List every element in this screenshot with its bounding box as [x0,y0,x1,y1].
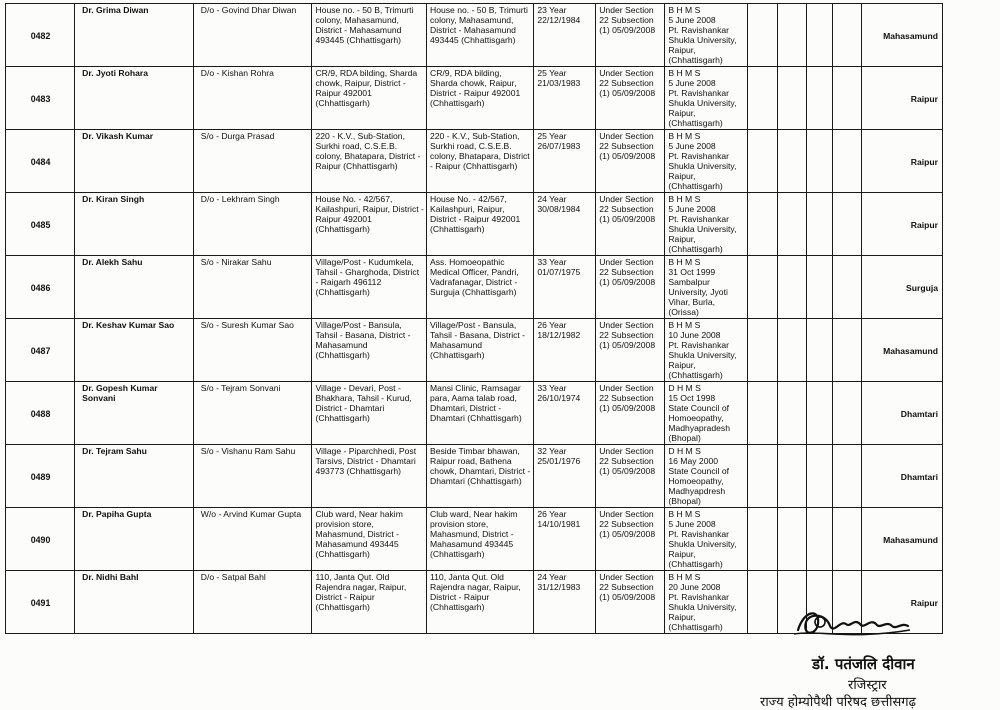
blank-cell [777,382,806,445]
council-name: राज्य होम्योपैथी परिषद छत्तीसगढ़ [760,695,916,710]
registrar-name: डॉ. पतंजलि दीवान [812,655,915,673]
qualification-cell: D H M S 16 May 2000 State Council of Homoeopathy, Madhyapdresh (Bhopal) [665,445,748,508]
district-cell: Mahasamund [862,4,943,67]
registration-cell: Under Section 22 Subsection (1) 05/09/2008 [596,256,665,319]
doctor-name-cell: Dr. Tejram Sahu [75,445,194,508]
blank-cell [747,382,777,445]
relation-cell: D/o - Lekhram Singh [193,193,312,256]
registration-cell: Under Section 22 Subsection (1) 05/09/2008 [596,445,665,508]
relation-cell: W/o - Arvind Kumar Gupta [193,508,312,571]
blank-cell [806,130,832,193]
permanent-address-cell: Village - Devari, Post - Bhakhara, Tahsil - Kurud, District - Dhamtari (Chhattisgarh) [312,382,427,445]
serial-number-cell: 0486 [6,256,75,319]
blank-cell [832,256,862,319]
blank-cell [747,445,777,508]
registration-cell: Under Section 22 Subsection (1) 05/09/2008 [596,130,665,193]
district-cell: Raipur [862,67,943,130]
permanent-address-cell: 110, Janta Qut. Old Rajendra nagar, Raipur, District - Raipur (Chhattisgarh) [312,571,427,634]
blank-cell [832,445,862,508]
blank-cell [747,130,777,193]
present-address-cell: CR/9, RDA bilding, Sharda chowk, Raipur, District - Raipur 492001 (Chhattisgarh) [427,67,534,130]
serial-number-cell: 0491 [6,571,75,634]
registration-table [5,3,943,634]
doctor-name-cell: Dr. Grima Diwan [75,4,194,67]
doctor-name-cell: Dr. Nidhi Bahl [75,571,194,634]
table-body [6,4,943,634]
table-row [6,193,943,256]
blank-cell [747,256,777,319]
blank-cell [806,508,832,571]
blank-cell [832,319,862,382]
blank-cell [832,508,862,571]
age-dob-cell: 32 Year 25/01/1976 [534,445,596,508]
serial-number-cell: 0485 [6,193,75,256]
blank-cell [832,4,862,67]
permanent-address-cell: House No. - 42/567, Kailashpuri, Raipur, District - Raipur 492001 (Chhattisgarh) [312,193,427,256]
table-row [6,4,943,67]
blank-cell [777,130,806,193]
blank-cell [777,445,806,508]
blank-cell [777,4,806,67]
qualification-cell: B H M S 5 June 2008 Pt. Ravishankar Shukla University, Raipur, (Chhattisgarh) [665,130,748,193]
age-dob-cell: 33 Year 26/10/1974 [534,382,596,445]
district-cell: Mahasamund [862,319,943,382]
present-address-cell: Ass. Homoeopathic Medical Officer, Pandri, Vadrafanagar, District - Surguja (Chhattisgarh) [427,256,534,319]
table-row [6,319,943,382]
doctor-name-cell: Dr. Alekh Sahu [75,256,194,319]
blank-cell [806,445,832,508]
present-address-cell: House No. - 42/567, Kailashpuri, Raipur, District - Raipur 492001 (Chhattisgarh) [427,193,534,256]
blank-cell [806,67,832,130]
blank-cell [832,67,862,130]
blank-cell [747,571,777,634]
district-cell: Mahasamund [862,508,943,571]
qualification-cell: B H M S 31 Oct 1999 Sambalpur University, Jyoti Vihar, Burla, (Orissa) [665,256,748,319]
age-dob-cell: 23 Year 22/12/1984 [534,4,596,67]
age-dob-cell: 24 Year 30/08/1984 [534,193,596,256]
relation-cell: S/o - Tejram Sonvani [193,382,312,445]
registration-cell: Under Section 22 Subsection (1) 05/09/2008 [596,67,665,130]
district-cell: Raipur [862,130,943,193]
registration-cell: Under Section 22 Subsection (1) 05/09/2008 [596,382,665,445]
blank-cell [777,319,806,382]
doctor-name-cell: Dr. Vikash Kumar [75,130,194,193]
table-row [6,445,943,508]
qualification-cell: B H M S 5 June 2008 Pt. Ravishankar Shukla University, Raipur, (Chhattisgarh) [665,67,748,130]
qualification-cell: B H M S 5 June 2008 Pt. Ravishankar Shukla University, Raipur, (Chhattisgarh) [665,508,748,571]
serial-number-cell: 0483 [6,67,75,130]
age-dob-cell: 25 Year 26/07/1983 [534,130,596,193]
blank-cell [777,508,806,571]
present-address-cell: Mansi Clinic, Ramsagar para, Aama talab road, Dhamtari, District - Dhamtari (Chhattisgarh) [427,382,534,445]
blank-cell [747,4,777,67]
district-cell: Dhamtari [862,382,943,445]
district-cell: Dhamtari [862,445,943,508]
relation-cell: S/o - Vishanu Ram Sahu [193,445,312,508]
registration-cell: Under Section 22 Subsection (1) 05/09/2008 [596,319,665,382]
permanent-address-cell: Village - Piparchhedi, Post Tarsivs, District - Dhamtari 493773 (Chhattisgarh) [312,445,427,508]
qualification-cell: B H M S 5 June 2008 Pt. Ravishankar Shukla University, Raipur, (Chhattisgarh) [665,4,748,67]
relation-cell: D/o - Kishan Rohra [193,67,312,130]
doctor-name-cell: Dr. Kiran Singh [75,193,194,256]
blank-cell [832,193,862,256]
table-row [6,508,943,571]
permanent-address-cell: Club ward, Near hakim provision store, Mahasmund, District - Mahasamund 493445 (Chhattisgarh) [312,508,427,571]
table-row [6,67,943,130]
present-address-cell: Village/Post - Bansula, Tahsil - Basana, District - Mahasamund (Chhattisgarh) [427,319,534,382]
district-cell: Surguja [862,256,943,319]
blank-cell [747,193,777,256]
serial-number-cell: 0484 [6,130,75,193]
qualification-cell: B H M S 5 June 2008 Pt. Ravishankar Shukla University, Raipur, (Chhattisgarh) [665,193,748,256]
serial-number-cell: 0489 [6,445,75,508]
table-row [6,130,943,193]
present-address-cell: 220 - K.V., Sub-Station, Surkhi road, C.S.E.B. colony, Bhatapara, District - Raipur (Chhattisgarh) [427,130,534,193]
permanent-address-cell: House no. - 50 B, Trimurti colony, Mahasamund, District - Mahasamund 493445 (Chhattisgarh) [312,4,427,67]
doctor-name-cell: Dr. Jyoti Rohara [75,67,194,130]
serial-number-cell: 0487 [6,319,75,382]
serial-number-cell: 0490 [6,508,75,571]
present-address-cell: 110, Janta Qut. Old Rajendra nagar, Raipur, District - Raipur (Chhattisgarh) [427,571,534,634]
blank-cell [806,256,832,319]
qualification-cell: B H M S 10 June 2008 Pt. Ravishankar Shukla University, Raipur, (Chhattisgarh) [665,319,748,382]
relation-cell: S/o - Nirakar Sahu [193,256,312,319]
doctor-name-cell: Dr. Keshav Kumar Sao [75,319,194,382]
relation-cell: S/o - Durga Prasad [193,130,312,193]
registration-cell: Under Section 22 Subsection (1) 05/09/2008 [596,571,665,634]
serial-number-cell: 0482 [6,4,75,67]
registration-cell: Under Section 22 Subsection (1) 05/09/2008 [596,508,665,571]
qualification-cell: B H M S 20 June 2008 Pt. Ravishankar Shukla University, Raipur, (Chhattisgarh) [665,571,748,634]
blank-cell [832,382,862,445]
permanent-address-cell: 220 - K.V., Sub-Station, Surkhi road, C.S.E.B. colony, Bhatapara, District - Raipur (Chhattisgarh) [312,130,427,193]
present-address-cell: Club ward, Near hakim provision store, Mahasmund, District - Mahasamund 493445 (Chhattisgarh) [427,508,534,571]
doctor-name-cell: Dr. Gopesh Kumar Sonvani [75,382,194,445]
district-cell: Raipur [862,571,943,634]
blank-cell [777,256,806,319]
table-row [6,256,943,319]
blank-cell [806,319,832,382]
relation-cell: D/o - Govind Dhar Diwan [193,4,312,67]
relation-cell: D/o - Satpal Bahl [193,571,312,634]
registration-cell: Under Section 22 Subsection (1) 05/09/2008 [596,4,665,67]
present-address-cell: Beside Timbar bhawan, Raipur road, Bathena chowk, Dhamtari, District - Dhamtari (Chhattisgarh) [427,445,534,508]
registration-cell: Under Section 22 Subsection (1) 05/09/2008 [596,193,665,256]
blank-cell [777,193,806,256]
age-dob-cell: 25 Year 21/03/1983 [534,67,596,130]
permanent-address-cell: Village/Post - Bansula, Tahsil - Basana, District - Mahasamund (Chhattisgarh) [312,319,427,382]
blank-cell [832,130,862,193]
permanent-address-cell: Village/Post - Kudumkela, Tahsil - Gharghoda, District - Raigarh 496112 (Chhattisgarh) [312,256,427,319]
age-dob-cell: 24 Year 31/12/1983 [534,571,596,634]
present-address-cell: House no. - 50 B, Trimurti colony, Mahasamund, District - Mahasamund 493445 (Chhattisgarh) [427,4,534,67]
age-dob-cell: 26 Year 14/10/1981 [534,508,596,571]
registrar-title: रजिस्ट्रार [848,678,887,693]
qualification-cell: D H M S 15 Oct 1998 State Council of Homoeopathy, Madhyapradesh (Bhopal) [665,382,748,445]
relation-cell: S/o - Suresh Kumar Sao [193,319,312,382]
doctor-name-cell: Dr. Papiha Gupta [75,508,194,571]
age-dob-cell: 33 Year 01/07/1975 [534,256,596,319]
signature-scribble [790,600,940,645]
age-dob-cell: 26 Year 18/12/1982 [534,319,596,382]
blank-cell [747,319,777,382]
table-row [6,382,943,445]
blank-cell [806,193,832,256]
permanent-address-cell: CR/9, RDA bilding, Sharda chowk, Raipur, District - Raipur 492001 (Chhattisgarh) [312,67,427,130]
serial-number-cell: 0488 [6,382,75,445]
blank-cell [806,4,832,67]
blank-cell [747,67,777,130]
blank-cell [747,508,777,571]
district-cell: Raipur [862,193,943,256]
blank-cell [806,382,832,445]
blank-cell [777,67,806,130]
